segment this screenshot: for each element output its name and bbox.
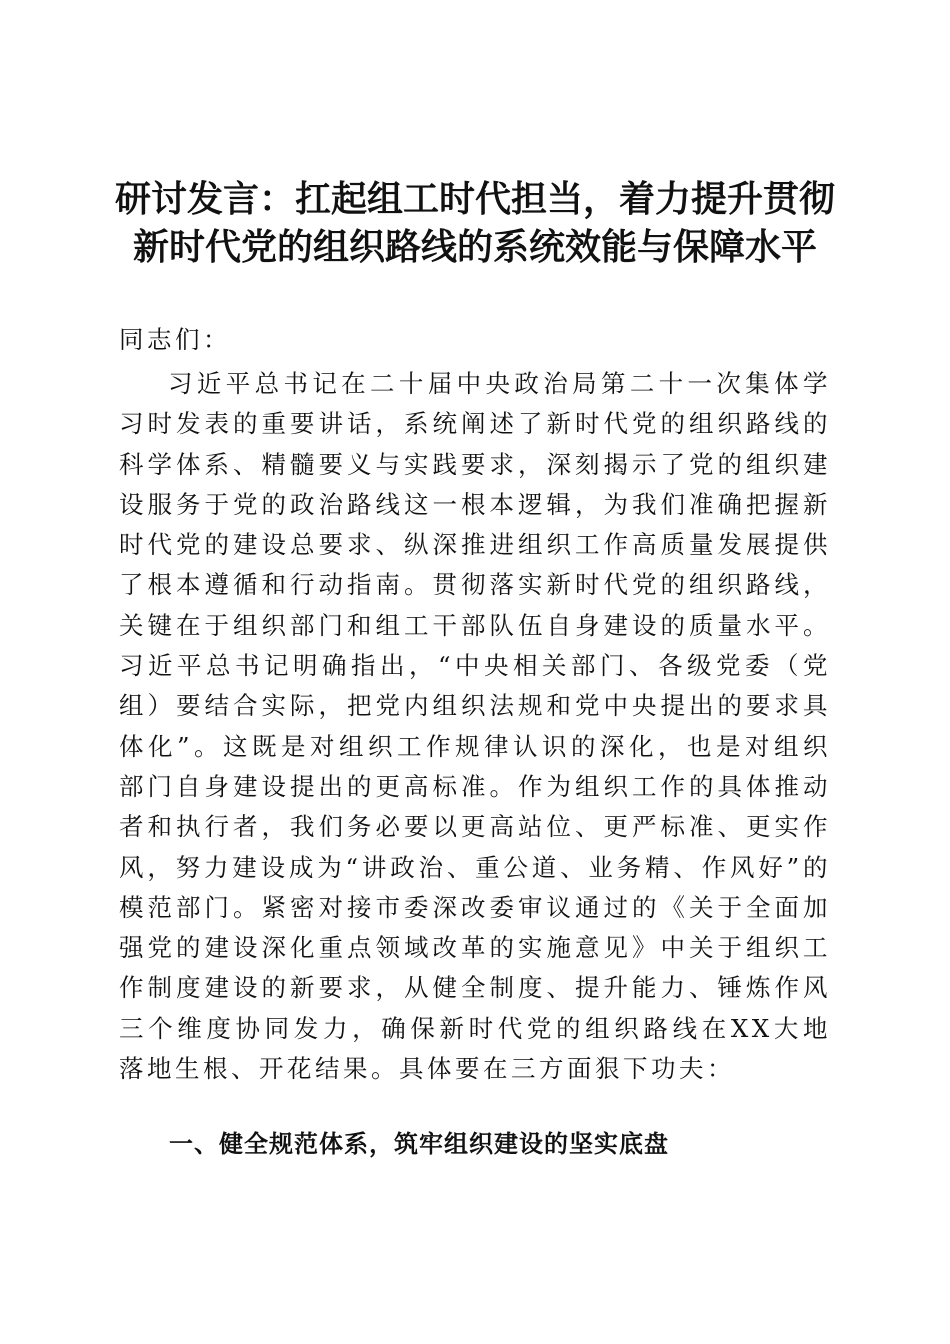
salutation: 同志们： bbox=[119, 325, 231, 354]
document-body bbox=[119, 320, 831, 1089]
title-line-2: 新时代党的组织路线的系统效能与保障水平 bbox=[132, 226, 817, 268]
title-line-1: 研讨发言：扛起组工时代担当，着力提升贯彻 bbox=[114, 178, 835, 220]
section-heading-1: 一、健全规范体系，筑牢组织建设的坚实底盘 bbox=[169, 1130, 669, 1158]
paragraph-intro: 习近平总书记在二十届中央政治局第二十一次集体学习时发表的重要讲话，系统阐述了新时代党的组织路线的科学体系、精髓要义与实践要求，深刻揭示了党的组织建设服务于党的政治路线这一根本逻辑，为我们准确把握新时代党的建设总要求、纵深推进组织工作高质量发展提供了根本遵循和行动指南。贯彻落实新时代党的组织路线，关键在于组织部门和组工干部队伍自身建设的质量水平。习近平总书记明确指出，“中央相关部门、各级党委（党组）要结合实际，把党内组织法规和党中央提出的要求具体化”。这既是对组织工作规律认识的深化，也是对组织部门自身建设提出的更高标准。作为组织工作的具体推动者和执行者，我们务必要以更高站位、更严标准、更实作风，努力建设成为“讲政治、重公道、业务精、作风好”的模范部门。紧密对接市委深改委审议通过的《关于全面加强党的建设深化重点领域改革的实施意见》中关于组织工作制度建设的新要求，从健全制度、提升能力、锤炼作风三个维度协同发力，确保新时代党的组织路线在XX大地落地生根、开花结果。具体要在三方面狠下功夫： bbox=[119, 369, 831, 1084]
document-title bbox=[90, 175, 860, 271]
